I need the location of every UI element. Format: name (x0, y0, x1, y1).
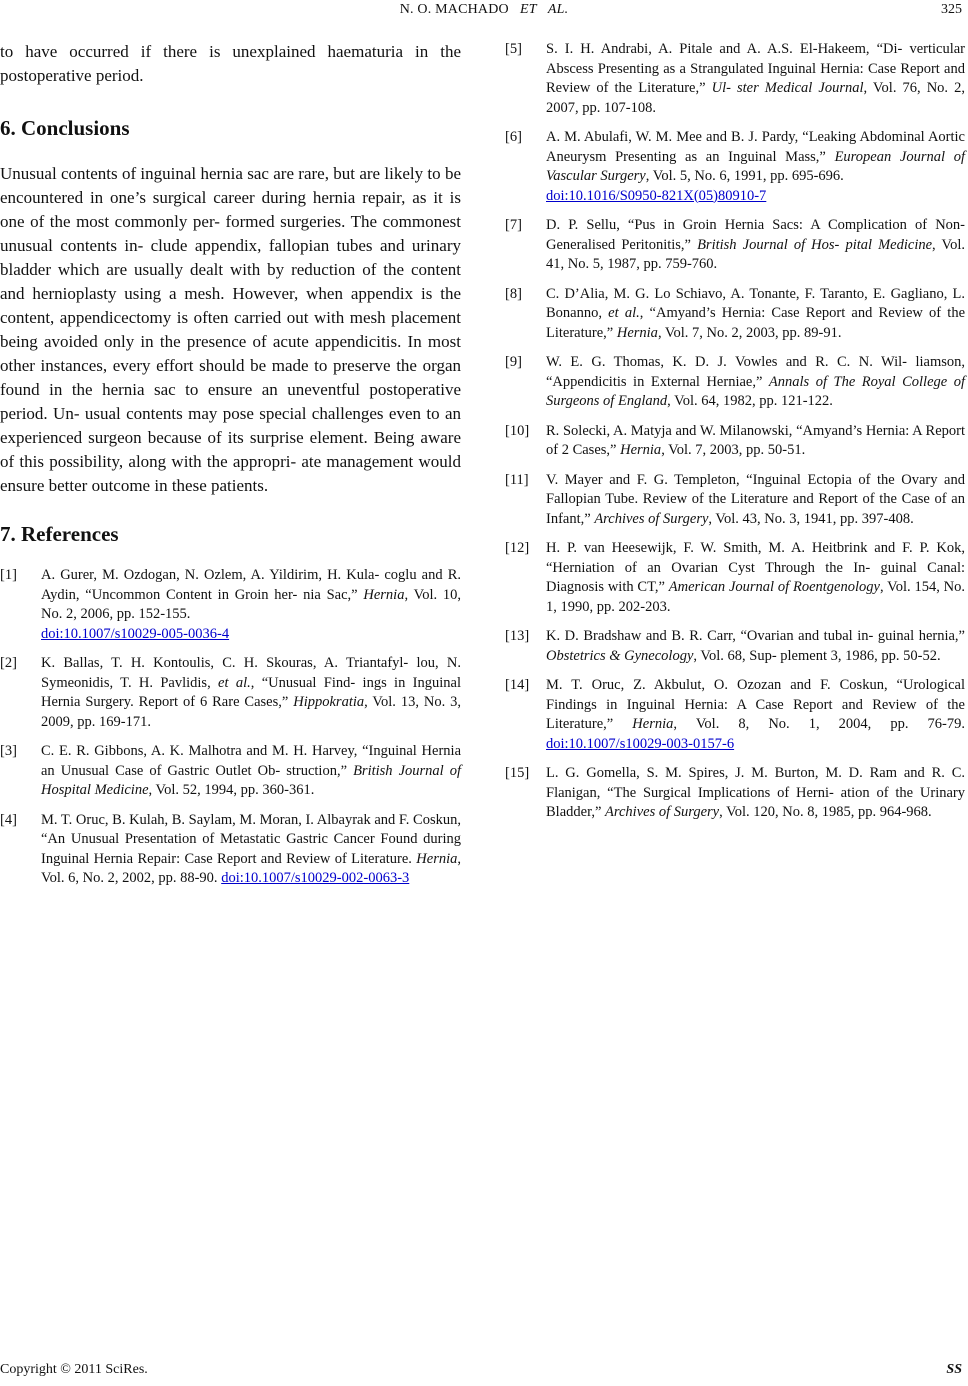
reference-italic: et al. (608, 305, 640, 321)
running-head (0, 2, 968, 22)
reference-item (505, 40, 965, 118)
reference-text: A. Gurer, M. Ozdogan, N. Ozlem, A. Yildirim, H. Kula- coglu and R. Aydin, “Uncommon Content in Groin her- nia Sac,” (41, 567, 461, 603)
reference-number: [14] (505, 677, 530, 693)
reference-text: R. Solecki, A. Matyja and W. Milanowski, “Amyand’s Hernia: A Report of 2 Cases,” (546, 422, 965, 458)
doi-link[interactable]: doi:10.1007/s10029-002-0063-3 (221, 870, 410, 886)
reference-text: C. E. R. Gibbons, A. K. Malhotra and M. H. Harvey, “Inguinal Hernia an Unusual Case of Gastric Outlet Ob- struction,” (41, 743, 461, 779)
page-number: 325 (941, 2, 962, 17)
reference-italic: Hernia (632, 716, 674, 732)
reference-item (505, 353, 965, 412)
reference-italic: Archives of Surgery (605, 804, 720, 820)
reference-item (0, 811, 461, 889)
page-footer (0, 1362, 968, 1382)
reference-number: [13] (505, 628, 530, 644)
reference-number: [11] (505, 471, 529, 488)
doi-link[interactable]: doi:10.1007/s10029-005-0036-4 (41, 625, 230, 642)
reference-italic: British Journal of Hos- pital Medicine (697, 236, 933, 253)
reference-text: , Vol. 64, 1982, pp. 121-122. (667, 393, 833, 409)
reference-item (0, 742, 461, 801)
left-column (0, 40, 461, 899)
reference-text: K. Ballas, T. H. Kontoulis, C. H. Skouras, A. Triantafyl- lou, N. Symeonidis, T. H. Pavlidis, (41, 655, 461, 691)
reference-italic: Archives of Surgery (594, 510, 709, 527)
reference-italic: American Journal of Roentgenology (668, 579, 880, 595)
reference-text: H. P. van Heesewijk, F. W. Smith, M. A. Heitbrink and F. P. Kok, “Herniation of an Ovarian Cyst Through the In- guinal Canal: Diagnosis with CT,” (546, 540, 965, 595)
reference-italic: et al. (218, 674, 251, 691)
reference-list-left (0, 566, 461, 889)
reference-text: A. M. Abulafi, W. M. Mee and B. J. Pardy, “Leaking Abdominal Aortic Aneurysm Presenting as an Inguinal Mass,” (546, 129, 965, 165)
journal-abbrev: SS (946, 1362, 962, 1377)
reference-number: [6] (505, 129, 522, 145)
references-heading: 7. References (0, 522, 119, 546)
reference-item (505, 539, 965, 617)
reference-item (505, 676, 965, 754)
conclusions-paragraph: Unusual contents of inguinal hernia sac are rare, but are likely to be encountered in one’s surgical career during hernia repair, as it is one of the most commonly per- formed surgeries. The commonest unusual contents in- clude appendix, fallopian tubes and urinary bladder which are usually dealt with by reduction of the content and hernioplasty using a mesh. However, when appendix is the content, appendicectomy is often carried out with mesh placement being avoided only in the presence of acute appendicitis. In most other instances, every effort should be made to preserve the organ found in the hernia sac to ensure an uneventful postoperative period. Un- usual contents may pose special challenges even to an experienced surgeon because of its surprise element. Being aware of this possibility, along with the appropri- ate management would ensure better outcome in these patients. (0, 164, 461, 495)
reference-number: [9] (505, 354, 522, 370)
reference-italic: Ul- ster Medical Journal (711, 80, 864, 96)
intro-paragraph: to have occurred if there is unexplained haematuria in the postoperative period. (0, 42, 461, 85)
reference-text: S. I. H. Andrabi, A. Pitale and A. A.S. El-Hakeem, “Di- verticular Abscess Presenting as a Strangulated Inguinal Hernia: Case Report and Review of the Literature,” (546, 41, 965, 96)
author-name: N. O. MACHADO (399, 2, 509, 17)
reference-text: W. E. G. Thomas, K. D. J. Vowles and R. C. N. Wil- liamson, “Appendicitis in External Herniae,” (546, 354, 965, 390)
reference-text: M. T. Oruc, B. Kulah, B. Saylam, M. Moran, I. Albayrak and F. Coskun, “An Unusual Presentation of Metastatic Gastric Cancer Found during Inguinal Hernia Repair: Case Report and Review of Literature. (41, 811, 461, 867)
doi-link[interactable]: doi:10.1016/S0950-821X(05)80910-7 (546, 187, 767, 204)
reference-text: , “Amyand’s Hernia: Case Report and Review of the Literature,” (546, 305, 966, 341)
reference-text: , Vol. 5, No. 6, 1991, pp. 695-696. (645, 168, 844, 184)
reference-text: , Vol. 76, No. 2, 2007, pp. 107-108. (546, 80, 965, 116)
reference-number: [5] (505, 41, 522, 57)
reference-number: [7] (505, 217, 522, 233)
reference-text: , “Unusual Find- ings in Inguinal Hernia Surgery. Report of 6 Rare Cases,” (41, 674, 461, 710)
reference-item (505, 471, 965, 530)
reference-item (505, 285, 965, 344)
reference-text: M. T. Oruc, Z. Akbulut, O. Ozozan and F. Coskun, “Urological Findings in Inguinal Hernia: A Case Report and Review of the Literature,” (546, 677, 965, 732)
reference-item (505, 216, 965, 275)
reference-text: , Vol. 7, 2003, pp. 50-51. (661, 442, 806, 458)
reference-number: [3] (0, 743, 17, 759)
reference-italic: Hernia (363, 586, 405, 603)
reference-number: [10] (505, 422, 530, 439)
reference-item (505, 764, 965, 823)
reference-italic: Hippokratia (293, 694, 365, 710)
reference-list-right (505, 40, 965, 823)
reference-text: K. D. Bradshaw and B. R. Carr, “Ovarian and tubal in- guinal hernia,” (546, 628, 965, 644)
reference-number: [4] (0, 811, 17, 828)
reference-text: , Vol. 120, No. 8, 1985, pp. 964-968. (719, 804, 932, 820)
reference-item (505, 128, 965, 206)
reference-text: , Vol. 8, No. 1, 2004, pp. 76-79. (673, 716, 966, 732)
reference-number: [8] (505, 285, 522, 302)
reference-text: C. D’Alia, M. G. Lo Schiavo, A. Tonante, F. Taranto, E. Gagliano, L. Bonanno, (546, 285, 965, 321)
reference-item (0, 654, 461, 732)
conclusions-heading: 6. Conclusions (0, 116, 130, 140)
reference-text: , Vol. 43, No. 3, 1941, pp. 397-408. (708, 510, 914, 527)
author-al: AL. (547, 2, 569, 17)
reference-text: , Vol. 13, No. 3, 2009, pp. 169-171. (41, 694, 461, 730)
reference-italic: European Journal of Vascular Surgery (546, 148, 965, 184)
doi-link[interactable]: doi:10.1007/s10029-003-0157-6 (546, 735, 735, 752)
reference-item (0, 566, 461, 644)
reference-text: D. P. Sellu, “Pus in Groin Hernia Sacs: A Complication of Non-Generalised Peritonitis,” (546, 217, 965, 253)
reference-number: [2] (0, 655, 17, 671)
reference-text: V. Mayer and F. G. Templeton, “Inguinal Ectopia of the Ovary and Fallopian Tube. Review of the Literature and Report of the Case of an Infant,” (546, 471, 965, 527)
reference-text: L. G. Gomella, S. M. Spires, J. M. Burton, M. D. Ram and R. C. Flanigan, “The Surgical Implications of Herni- ation of the Urinary Bladder,” (546, 765, 965, 820)
reference-italic: Obstetrics & Gynecology (546, 647, 694, 664)
reference-italic: Hernia (416, 850, 458, 867)
reference-italic: British Journal of Hospital Medicine (41, 762, 462, 798)
reference-number: [1] (0, 567, 17, 583)
reference-text: , Vol. 7, No. 2, 2003, pp. 89-91. (657, 324, 842, 341)
reference-number: [12] (505, 540, 530, 556)
reference-text: , Vol. 41, No. 5, 1987, pp. 759-760. (546, 236, 965, 272)
copyright-notice: Copyright © 2011 SciRes. (0, 1362, 148, 1377)
reference-italic: Hernia (620, 442, 662, 458)
reference-item (505, 422, 965, 461)
reference-number: [15] (505, 765, 530, 781)
running-head-authors (0, 2, 968, 18)
reference-italic: Annals of The Royal College of Surgeons of England (546, 373, 965, 409)
author-et: ET (519, 2, 537, 17)
reference-text: , Vol. 68, Sup- plement 3, 1986, pp. 50-52. (693, 647, 941, 664)
reference-text: , Vol. 52, 1994, pp. 360-361. (148, 782, 315, 798)
reference-text: , Vol. 10, No. 2, 2006, pp. 152-155. (41, 586, 461, 622)
reference-text: , Vol. 6, No. 2, 2002, pp. 88-90. (41, 850, 461, 886)
reference-text: , Vol. 154, No. 1, 1990, pp. 202-203. (546, 579, 966, 615)
reference-italic: Hernia (616, 324, 658, 341)
reference-item (505, 627, 965, 666)
right-column (505, 40, 965, 833)
